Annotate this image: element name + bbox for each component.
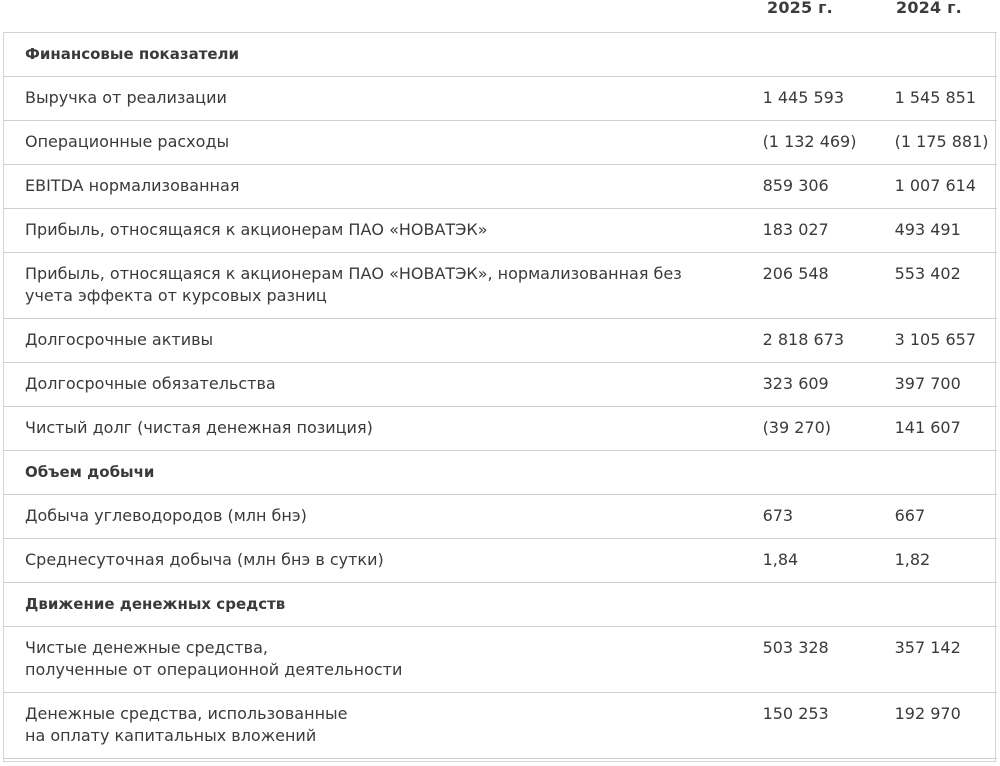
value-2024: 1 007 614 [895,165,997,209]
row-label-cell [3,363,763,407]
empty-cell [763,451,895,495]
row-label-cell [3,539,763,583]
value-2025: 1,84 [763,539,895,583]
value-2024: 493 491 [895,209,997,253]
value-2024: 3 105 657 [895,319,997,363]
row-label: Среднесуточная добыча (млн бнэ в сутки) [25,550,384,569]
row-label-cell [3,495,763,539]
value-2024: 192 970 [895,693,997,759]
value-2025: 859 306 [763,165,895,209]
value-2025: 673 [763,495,895,539]
row-label-cell [3,319,763,363]
column-headers [0,0,1000,32]
value-2025: 503 328 [763,627,895,693]
value-2025: 2 818 673 [763,319,895,363]
table-row [3,363,997,407]
value-2024: 1 545 851 [895,77,997,121]
value-2025: 323 609 [763,363,895,407]
row-label-cell [3,627,763,693]
value-2024: 667 [895,495,997,539]
value-2024: (1 175 881) [895,121,997,165]
section-header-row [3,583,997,627]
column-header-2025: 2025 г. [767,0,833,17]
table-row [3,495,997,539]
row-label: Чистые денежные средства, [25,638,268,657]
value-2024: 397 700 [895,363,997,407]
section-title: Финансовые показатели [3,33,763,77]
row-label: Прибыль, относящаяся к акционерам ПАО «НОВАТЭК» [25,220,488,239]
value-2025: 1 445 593 [763,77,895,121]
row-label: Долгосрочные активы [25,330,214,349]
section-title: Объем добычи [3,451,763,495]
section-title: Движение денежных средств [3,583,763,627]
table-row [3,77,997,121]
row-label: Чистый долг (чистая денежная позиция) [25,418,373,437]
row-label-cell [3,693,763,759]
value-2025: 183 027 [763,209,895,253]
row-label-cell [3,121,763,165]
row-label: Долгосрочные обязательства [25,374,276,393]
row-label-line2: полученные от операционной деятельности [25,660,403,679]
value-2024: 357 142 [895,627,997,693]
row-label: Прибыль, относящаяся к акционерам ПАО «НОВАТЭК», нормализованная без [25,264,682,283]
value-2025: 150 253 [763,693,895,759]
empty-cell [763,33,895,77]
value-2024: 553 402 [895,253,997,319]
value-2024: 141 607 [895,407,997,451]
table-row [3,253,997,319]
row-label: Операционные расходы [25,132,230,151]
row-label: EBITDA нормализованная [25,176,240,195]
row-label-line2: учета эффекта от курсовых разниц [25,286,327,305]
empty-cell [895,451,997,495]
row-label: Выручка от реализации [25,88,227,107]
value-2025: 206 548 [763,253,895,319]
value-2024: 1,82 [895,539,997,583]
table-row [3,407,997,451]
table-row [3,121,997,165]
table-row [3,165,997,209]
column-header-2024: 2024 г. [896,0,962,17]
row-label-line2: на оплату капитальных вложений [25,726,317,745]
table-row [3,627,997,693]
empty-cell [895,33,997,77]
row-label-cell [3,407,763,451]
table-row [3,693,997,759]
table-body [3,33,997,759]
value-2025: (39 270) [763,407,895,451]
row-label: Добыча углеводородов (млн бнэ) [25,506,307,525]
value-2025: (1 132 469) [763,121,895,165]
empty-cell [895,583,997,627]
table-row [3,539,997,583]
section-header-row [3,451,997,495]
row-label-cell [3,253,763,319]
row-label: Денежные средства, использованные [25,704,348,723]
empty-cell [763,583,895,627]
table-row [3,319,997,363]
row-label-cell [3,165,763,209]
section-header-row [3,33,997,77]
financial-indicators-table [3,32,997,759]
row-label-cell [3,209,763,253]
row-label-cell [3,77,763,121]
table-row [3,209,997,253]
